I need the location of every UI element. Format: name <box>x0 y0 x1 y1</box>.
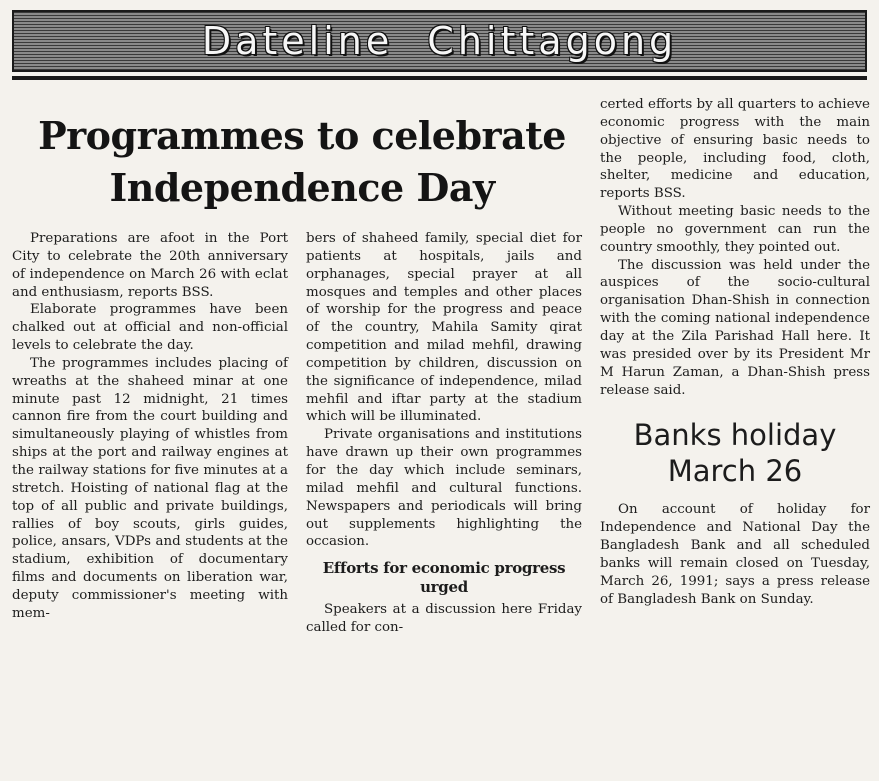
article-paragraph-part: Speakers at a discussion here Friday called for con- <box>306 602 582 636</box>
article-paragraph: Private organisations and institutions have drawn up their own programmes for the day which include seminars, milad mehfil and cultural functions. Newspapers and periodicals will bring out supplements highlighting the occasion. <box>306 427 582 550</box>
banks-headline: Banks holiday March 26 <box>633 418 837 489</box>
article-paragraph-continued: bers of shaheed family, special diet for patients at hospitals, jails and orphanages, special prayer at all mosques and temples and other places of worship for the progress and peace of the country, Mahila Samity qirat competition and milad mehfil, drawing competition by children, discussion on the significance of independence, milad mehfil and iftar party at the stadium which will be illuminated. <box>306 231 582 425</box>
article-paragraph: The discussion was held under the auspices of the socio-cultural organisation Dhan-Shish in connection with the coming national independence day at the Zila Parishad Hall here. It was presided over by its President Mr M Harun Zaman, a Dhan-Shish press release said. <box>600 257 870 398</box>
dateline-banner <box>12 10 867 72</box>
article-column-2 <box>306 230 582 637</box>
article-paragraph-part: The programmes includes placing of wreaths at the shaheed minar at one minute past 12 midnight, 21 times cannon fire from the court building and simultaneously playing of whistles from ships at the port and railway engines at the railway stations for five minutes at a stretch. Hoisting of national flag at the top of all public and private buildings, rallies of boy scouts, girls guides, police, ansars, VDPs and students at the stadium, exhibition of documentary films and documents on liberation war, deputy commissioner's meeting with mem- <box>12 355 288 621</box>
article-paragraph: Elaborate programmes have been chalked out at official and non-official levels to celebrate the day. <box>12 302 288 354</box>
article-headline: Programmes to celebrate Independence Day <box>38 113 566 210</box>
article-column-1 <box>12 230 288 623</box>
article-paragraph: Preparations are afoot in the Port City to celebrate the 20th anniversary of independence on March 26 with eclat and enthusiasm, reports BSS. <box>12 231 288 300</box>
article-subhead: Efforts for economic progress urged <box>322 559 566 597</box>
banner-rule <box>12 76 867 80</box>
article-column-3 <box>600 96 870 608</box>
dateline-title: Dateline Chittagong <box>201 19 678 63</box>
article-paragraph-continued: certed efforts by all quarters to achieve economic progress with the main objective of ensuring basic needs to the people, including food, cloth, shelter, medicine and education, reports BSS. <box>600 97 870 202</box>
article-paragraph: Without meeting basic needs to the people no government can run the country smoothly, they pointed out. <box>600 204 870 255</box>
banks-body: On account of holiday for Independence and National Day the Bangladesh Bank and all scheduled banks will remain closed on Tuesday, March 26, 1991; says a press release of Bangladesh Bank on Sunday. <box>600 502 870 607</box>
